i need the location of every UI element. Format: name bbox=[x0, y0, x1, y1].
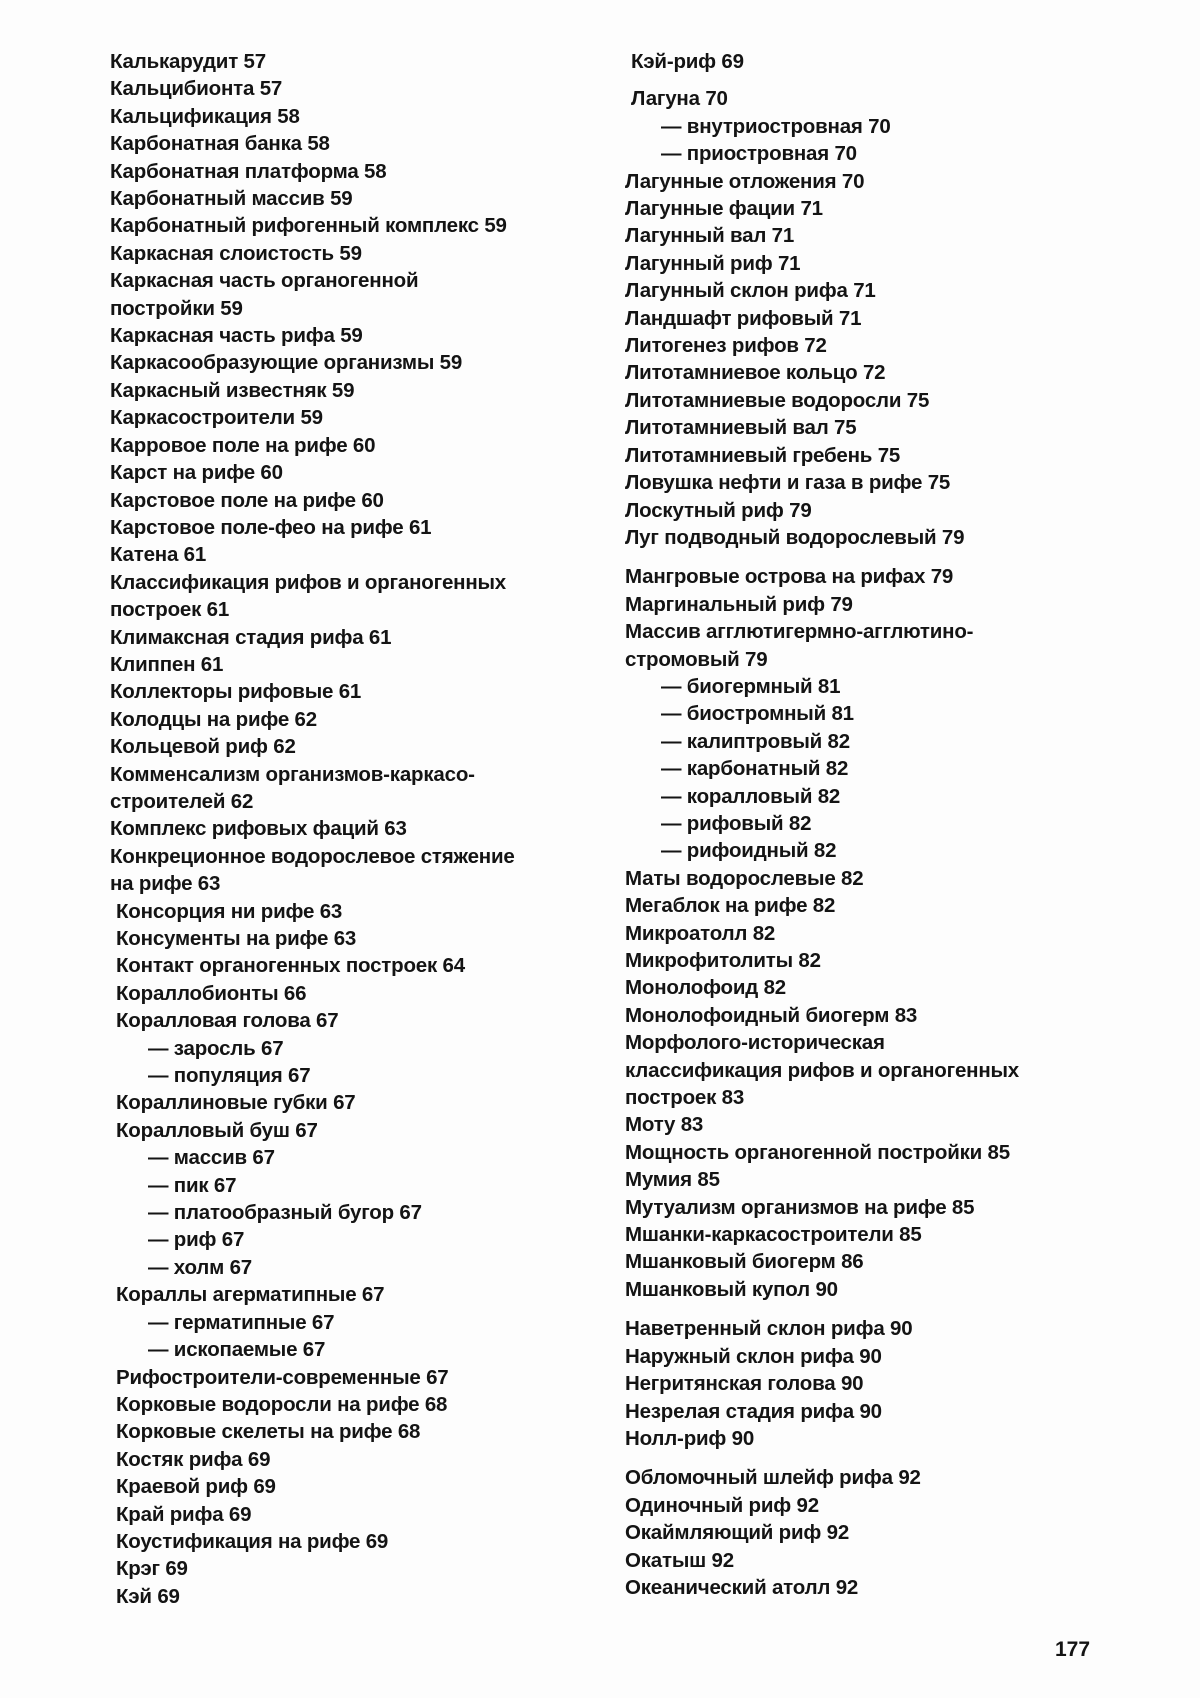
index-entry: Мшанковый биогерм 86 bbox=[625, 1250, 864, 1274]
index-entry: Каркасная часть рифа 59 bbox=[110, 324, 363, 348]
index-entry: Окаймляющий риф 92 bbox=[625, 1521, 850, 1545]
index-entry: Кораллы агерматипные 67 bbox=[116, 1283, 385, 1307]
index-entry: Контакт органогенных построек 64 bbox=[116, 954, 465, 978]
index-entry: Кальцибионта 57 bbox=[110, 77, 283, 101]
index-entry: Колодцы на рифе 62 bbox=[110, 707, 317, 731]
index-entry: Лагунный вал 71 bbox=[625, 224, 795, 248]
index-entry: Наветренный склон рифа 90 bbox=[625, 1317, 913, 1341]
index-entry: Микрофитолиты 82 bbox=[625, 949, 821, 972]
index-entry: Карст на рифе 60 bbox=[110, 461, 283, 485]
index-entry: Литотамниевые водоросли 75 bbox=[625, 388, 930, 412]
index-entry: Комплекс рифовых фаций 63 bbox=[110, 817, 407, 841]
index-entry: Классификация рифов и органогенных bbox=[110, 570, 507, 594]
index-entry: Крэг 69 bbox=[116, 1557, 188, 1581]
index-entry: Каркасная часть органогенной bbox=[110, 269, 419, 293]
index-entry: Микроатолл 82 bbox=[625, 921, 776, 945]
index-entry: Лагунный склон рифа 71 bbox=[625, 279, 876, 303]
index-entry: Каркасостроители 59 bbox=[110, 406, 323, 430]
index-entry: Кораллиновые губки 67 bbox=[116, 1091, 356, 1115]
index-entry: Массив агглютигермно-агглютино- bbox=[625, 620, 974, 644]
index-entry: Моту 83 bbox=[625, 1113, 704, 1137]
index-subentry: — карбонатный 82 bbox=[661, 757, 849, 781]
index-subentry: — приостровная 70 bbox=[661, 142, 857, 166]
index-entry: Ловушка нефти и газа в рифе 75 bbox=[625, 471, 951, 495]
index-entry: стромовый 79 bbox=[625, 647, 768, 671]
index-entry: Карстовое поле-фео на рифе 61 bbox=[110, 515, 432, 539]
index-entry: Маты водорослевые 82 bbox=[625, 866, 864, 890]
index-entry: классификация рифов и органогенных bbox=[625, 1058, 1020, 1082]
index-entry: Литотамниевый гребень 75 bbox=[625, 443, 901, 467]
index-entry: Мегаблок на рифе 82 bbox=[625, 894, 836, 918]
index-entry: Коллекторы рифовые 61 bbox=[110, 680, 362, 704]
index-subentry: — популяция 67 bbox=[148, 1064, 311, 1088]
index-subentry: — биостромный 81 bbox=[661, 702, 854, 726]
index-entry: постройки 59 bbox=[110, 296, 243, 320]
index-entry: Карбонатная платформа 58 bbox=[110, 159, 387, 183]
index-subentry: — внутриостровная 70 bbox=[661, 114, 891, 138]
index-entry: Одиночный риф 92 bbox=[625, 1493, 819, 1517]
index-subentry: — коралловый 82 bbox=[661, 784, 841, 808]
index-entry: Литотамниевый вал 75 bbox=[625, 416, 857, 440]
index-entry: Незрелая стадия рифа 90 bbox=[625, 1399, 882, 1423]
index-column-right bbox=[625, 48, 1145, 1601]
index-entry: Рифостроители-современные 67 bbox=[116, 1365, 449, 1389]
index-entry: Лагунный риф 71 bbox=[625, 251, 801, 275]
index-entry: Карбонатная банка 58 bbox=[110, 132, 330, 156]
index-entry: Комменсализм организмов-каркасо- bbox=[110, 762, 475, 786]
index-entry: Литотамниевое кольцо 72 bbox=[625, 361, 886, 385]
index-entry: построек 61 bbox=[110, 598, 230, 622]
index-entry: Клиппен 61 bbox=[110, 652, 224, 676]
index-entry: Кольцевой риф 62 bbox=[110, 735, 296, 759]
index-entry: Литогенез рифов 72 bbox=[625, 334, 827, 358]
index-entry: Кораллобионты 66 bbox=[116, 981, 307, 1005]
index-entry: на рифе 63 bbox=[110, 872, 221, 896]
index-entry: Карбонатный рифогенный комплекс 59 bbox=[110, 214, 507, 238]
index-subentry: — калиптровый 82 bbox=[661, 729, 850, 753]
index-entry: Катена 61 bbox=[110, 543, 207, 567]
index-subentry: — холм 67 bbox=[148, 1255, 252, 1279]
index-entry: Мумия 85 bbox=[625, 1168, 720, 1192]
index-entry: Монолофоид 82 bbox=[625, 976, 786, 1000]
index-entry: Корковые водоросли на рифе 68 bbox=[116, 1392, 448, 1416]
index-entry: Мшанковый купол 90 bbox=[625, 1277, 838, 1301]
index-entry: Нолл-риф 90 bbox=[625, 1426, 755, 1450]
index-column-left bbox=[110, 48, 610, 1610]
index-subentry: — заросль 67 bbox=[148, 1036, 284, 1060]
index-entry: Коралловый буш 67 bbox=[116, 1118, 318, 1142]
index-entry: Консументы на рифе 63 bbox=[116, 927, 357, 950]
index-subentry: — герматипные 67 bbox=[148, 1310, 335, 1334]
index-entry: Корковые скелеты на рифе 68 bbox=[116, 1420, 421, 1444]
index-subentry: — пик 67 bbox=[148, 1173, 237, 1197]
index-entry: Каркасная слоистость 59 bbox=[110, 241, 362, 265]
index-entry: Кэй 69 bbox=[116, 1584, 180, 1608]
index-entry: Конкреционное водорослевое стяжение bbox=[110, 844, 515, 868]
index-entry: Морфолого-историческая bbox=[625, 1031, 885, 1055]
index-entry: Ландшафт рифовый 71 bbox=[625, 306, 862, 330]
page-number: 177 bbox=[1055, 1638, 1091, 1661]
index-entry: Климаксная стадия рифа 61 bbox=[110, 625, 392, 649]
index-subentry: — рифовый 82 bbox=[661, 811, 812, 835]
index-entry: Лоскутный риф 79 bbox=[625, 498, 812, 522]
index-subentry: — платообразный бугор 67 bbox=[148, 1201, 422, 1225]
index-entry: Карстовое поле на рифе 60 bbox=[110, 488, 384, 512]
index-entry: Краевой риф 69 bbox=[116, 1475, 276, 1499]
index-entry: Карбонатный массив 59 bbox=[110, 187, 353, 211]
index-entry: построек 83 bbox=[625, 1086, 745, 1110]
index-subentry: — массив 67 bbox=[148, 1146, 275, 1170]
index-entry: Кэй-риф 69 bbox=[631, 50, 744, 73]
index-entry: Окатыш 92 bbox=[625, 1548, 734, 1572]
index-entry: Коралловая голова 67 bbox=[116, 1009, 339, 1033]
index-entry: Наружный склон рифа 90 bbox=[625, 1344, 882, 1368]
index-entry: Лагуна 70 bbox=[631, 87, 728, 111]
index-entry: Консорция ни рифе 63 bbox=[116, 899, 343, 923]
index-entry: Каркасный известняк 59 bbox=[110, 378, 355, 402]
index-entry: Негритянская голова 90 bbox=[625, 1372, 864, 1396]
index-entry: Луг подводный водорослевый 79 bbox=[625, 525, 965, 549]
index-entry: Мутуализм организмов на рифе 85 bbox=[625, 1195, 975, 1219]
index-entry: Обломочный шлейф рифа 92 bbox=[625, 1466, 921, 1490]
index-entry: Мшанки-каркасостроители 85 bbox=[625, 1223, 922, 1247]
index-entry: Калькарудит 57 bbox=[110, 50, 266, 73]
index-entry: Край рифа 69 bbox=[116, 1502, 252, 1526]
index-entry: Монолофоидный биогерм 83 bbox=[625, 1003, 918, 1027]
index-subentry: — рифоидный 82 bbox=[661, 839, 837, 863]
index-subentry: — ископаемые 67 bbox=[148, 1338, 326, 1362]
index-entry: строителей 62 bbox=[110, 789, 254, 813]
index-entry: Мангровые острова на рифах 79 bbox=[625, 565, 954, 589]
index-entry: Маргинальный риф 79 bbox=[625, 592, 853, 616]
index-entry: Коустификация на рифе 69 bbox=[116, 1529, 389, 1553]
index-entry: Лагунные фации 71 bbox=[625, 197, 823, 221]
index-entry: Кальцификация 58 bbox=[110, 104, 300, 128]
index-entry: Костяк рифа 69 bbox=[116, 1447, 271, 1471]
index-entry: Лагунные отложения 70 bbox=[625, 169, 865, 193]
index-subentry: — биогермный 81 bbox=[661, 674, 841, 698]
index-entry: Океанический атолл 92 bbox=[625, 1575, 859, 1599]
index-entry: Мощность органогенной постройки 85 bbox=[625, 1140, 1010, 1164]
index-subentry: — риф 67 bbox=[148, 1228, 245, 1252]
index-entry: Карровое поле на рифе 60 bbox=[110, 433, 376, 457]
index-entry: Каркасообразующие организмы 59 bbox=[110, 351, 463, 375]
